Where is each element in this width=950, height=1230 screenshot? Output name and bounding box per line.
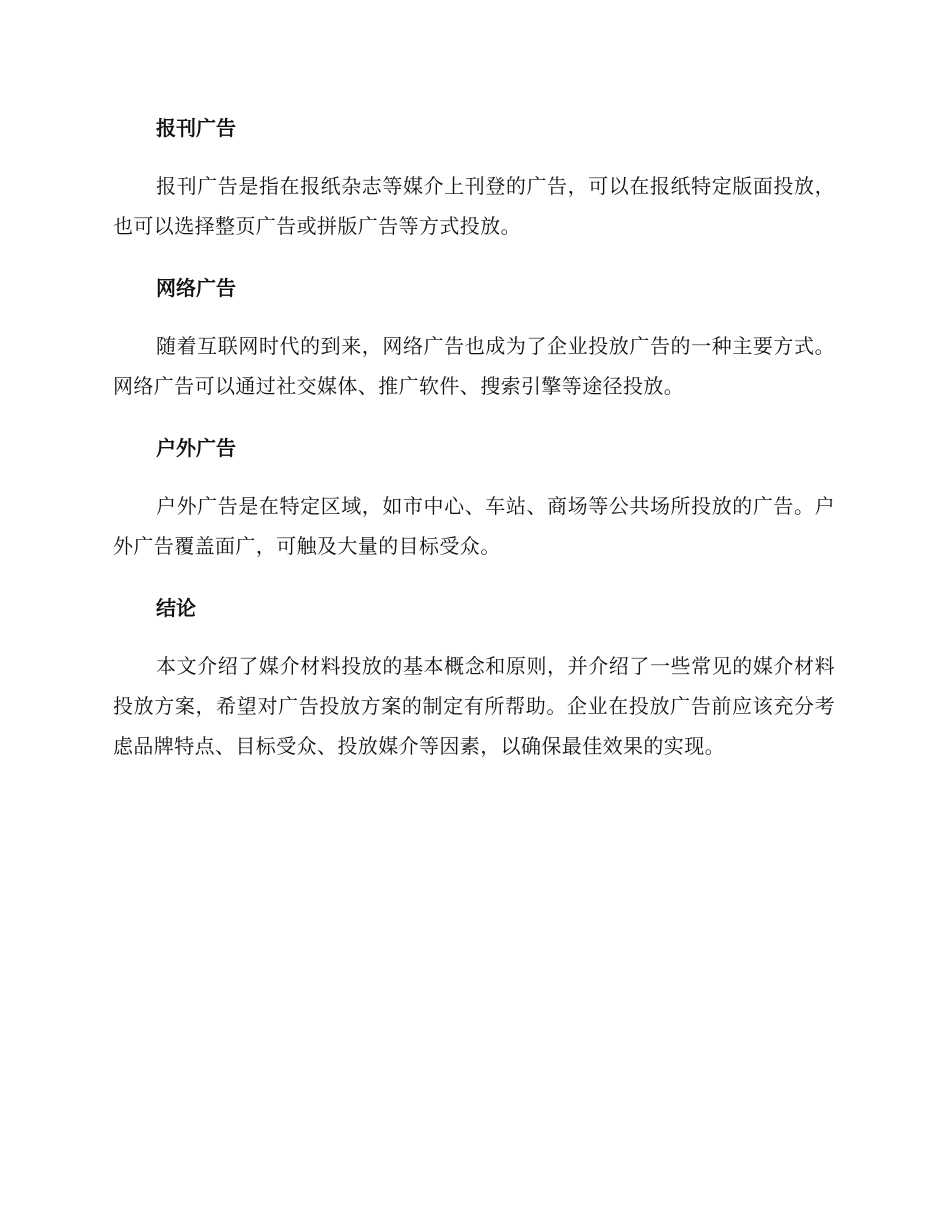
section-heading-newspaper-ads: 报刊广告 — [156, 116, 236, 140]
section-body-conclusion: 本文介绍了媒介材料投放的基本概念和原则，并介绍了一些常见的媒介材料投放方案，希望对广告投放方案的制定有所帮助。企业在投放广告前应该充分考虑品牌特点、目标受众、投放媒介等因素，以确保最佳效果的实现。 — [113, 654, 835, 758]
section-body-online-ads: 随着互联网时代的到来，网络广告也成为了企业投放广告的一种主要方式。网络广告可以通过社交媒体、推广软件、搜索引擎等途径投放。 — [113, 334, 835, 398]
section-heading-online-ads: 网络广告 — [156, 276, 236, 300]
section-heading-conclusion: 结论 — [156, 596, 196, 620]
section-body-newspaper-ads: 报刊广告是指在报纸杂志等媒介上刊登的广告，可以在报纸特定版面投放，也可以选择整页广告或拼版广告等方式投放。 — [113, 174, 835, 238]
section-heading-outdoor-ads: 户外广告 — [156, 436, 236, 460]
section-body-outdoor-ads: 户外广告是在特定区域，如市中心、车站、商场等公共场所投放的广告。户外广告覆盖面广，可触及大量的目标受众。 — [113, 494, 835, 558]
